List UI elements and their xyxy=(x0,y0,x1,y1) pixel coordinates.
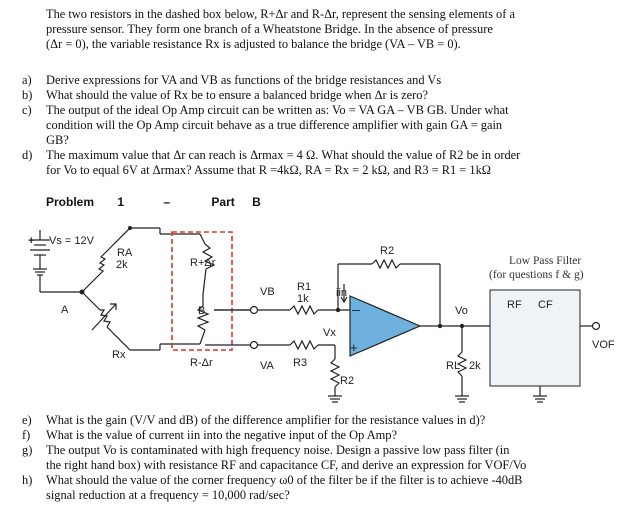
question-e xyxy=(22,413,612,428)
vb-label: VB xyxy=(260,286,275,298)
question-line: What should the value of the corner frequency ω0 of the filter be if the filter is to achieve -40dB xyxy=(46,473,523,487)
va-terminal xyxy=(251,342,258,349)
question-list-top xyxy=(22,73,612,178)
rl-label: RL xyxy=(446,360,461,372)
node-b-label: B xyxy=(198,305,206,317)
question-label: e) xyxy=(22,413,32,427)
question-line: What is the value of current iin into the negative input of the Op Amp? xyxy=(46,428,397,442)
battery-plus: + xyxy=(28,235,35,247)
question-b xyxy=(22,88,612,103)
question-label: c) xyxy=(22,103,32,117)
question-line: Derive expressions for VA and VB as functions of the bridge resistances and Vs xyxy=(46,73,442,87)
va-label: VA xyxy=(260,360,274,372)
vof-terminal xyxy=(593,323,600,330)
vof-label: VOF xyxy=(592,339,615,351)
intro-paragraph xyxy=(46,7,606,52)
node-a-label: A xyxy=(61,304,69,316)
question-line: The output Vo is contaminated with high frequency noise. Design a passive low pass filter (in xyxy=(46,443,510,457)
question-label: f) xyxy=(22,428,31,442)
intro-line: pressure sensor. They form one branch of a Wheatstone Bridge. In the absence of pressure xyxy=(46,22,493,36)
question-label: d) xyxy=(22,148,33,162)
question-g xyxy=(22,443,612,473)
problem-heading xyxy=(46,195,261,210)
question-f xyxy=(22,428,612,443)
question-a xyxy=(22,73,612,88)
r2-top-label: R2 xyxy=(380,245,395,257)
question-line: The output of the ideal Op Amp circuit can be written as: Vo = VA GA – VB GB. Under what xyxy=(46,103,509,117)
r2-bottom-label: R2 xyxy=(340,375,355,387)
problem-dash: – xyxy=(163,195,171,209)
question-label: g) xyxy=(22,443,33,457)
vo-label: Vo xyxy=(455,305,468,317)
opamp-plus: + xyxy=(350,340,358,355)
ra-value: 2k xyxy=(116,259,128,271)
circuit-diagram xyxy=(0,224,621,414)
intro-line: (Δr = 0), the variable resistance Rx is adjusted to balance the bridge (VA – VB = 0). xyxy=(46,37,461,51)
question-d xyxy=(22,148,612,178)
problem-word: Problem xyxy=(46,195,95,209)
rx-label: Rx xyxy=(112,349,126,361)
opamp-minus: – xyxy=(352,301,360,317)
rf-label: RF xyxy=(507,299,522,311)
question-label: a) xyxy=(22,73,32,87)
question-line: for Vo to equal 6V at Δrmax? Assume that R =4kΩ, RA = Rx = 2 kΩ, and R3 = R1 = 1kΩ xyxy=(46,163,491,177)
question-list-bottom xyxy=(22,413,612,503)
part-letter: B xyxy=(252,195,261,209)
problem-number: 1 xyxy=(117,195,125,209)
lpf-title: Low Pass Filter xyxy=(509,255,582,267)
question-c xyxy=(22,103,612,148)
low-pass-filter-box xyxy=(490,290,580,386)
sensor-dashed-box xyxy=(172,232,232,350)
ra-label: RA xyxy=(117,247,133,259)
question-line: The maximum value that Δr can reach is Δrmax = 4 Ω. What should the value of R2 be in order xyxy=(46,148,521,162)
r1-label: R1 xyxy=(297,281,312,293)
question-h xyxy=(22,473,612,503)
cf-label: CF xyxy=(538,299,553,311)
r-plus-label: R+Δr xyxy=(190,257,216,269)
question-line: What should the value of Rx be to ensure a balanced bridge when Δr is zero? xyxy=(46,88,428,102)
question-line: the right hand box) with resistance RF and capacitance CF, and derive an expression for VOF/Vo xyxy=(46,458,527,472)
question-line: What is the gain (V/V and dB) of the difference amplifier for the resistance values in d)? xyxy=(46,413,486,427)
vs-label: Vs = 12V xyxy=(49,235,94,247)
intro-line: The two resistors in the dashed box below, R+Δr and R-Δr, represent the sensing elements of a xyxy=(46,7,515,21)
op-amp xyxy=(350,296,420,356)
r3-label: R3 xyxy=(293,357,308,369)
lpf-subtitle: (for questions f & g) xyxy=(489,269,584,281)
question-line: condition will the Op Amp circuit behave as a true difference amplifier with gain GA = gain xyxy=(46,118,503,132)
part-word: Part xyxy=(211,195,235,209)
question-line: GB? xyxy=(46,133,69,147)
vx-label: Vx xyxy=(323,327,336,339)
question-label: h) xyxy=(22,473,33,487)
vb-terminal xyxy=(251,307,258,314)
question-label: b) xyxy=(22,88,33,102)
question-line: signal reduction at a frequency = 10,000 rad/sec? xyxy=(46,488,290,502)
iin-label: iin xyxy=(336,287,348,299)
r-minus-label: R-Δr xyxy=(190,357,213,369)
r1-value: 1k xyxy=(297,293,309,305)
rl-value: 2k xyxy=(469,360,481,372)
